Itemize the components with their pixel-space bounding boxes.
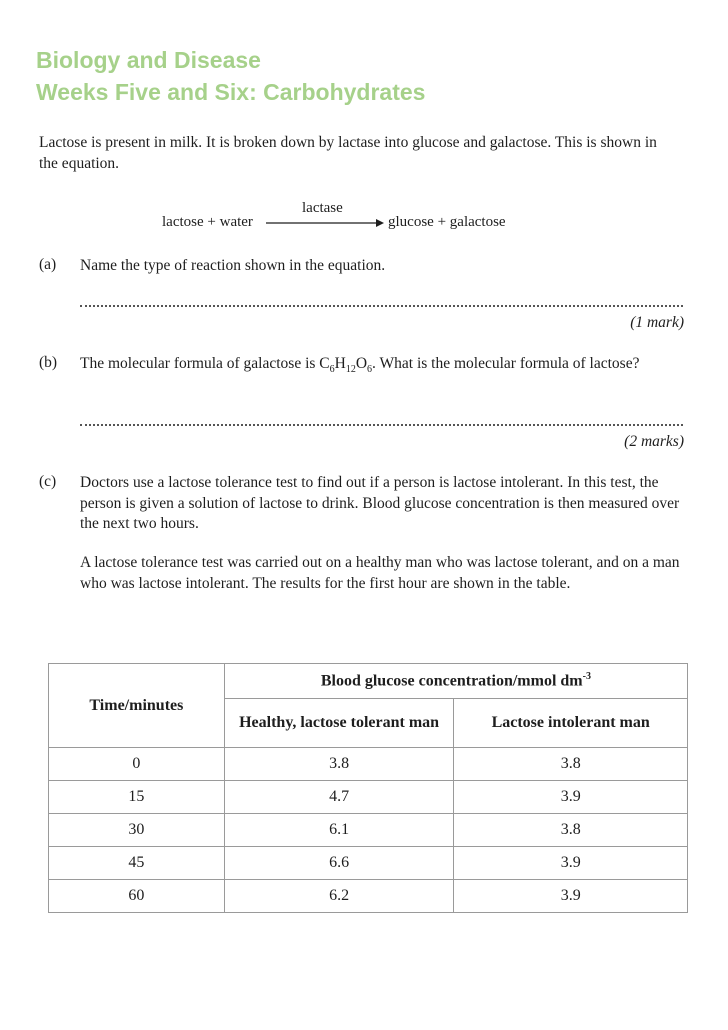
cell-time: 60 (49, 880, 225, 913)
table-row (49, 814, 688, 847)
cell-healthy: 6.6 (224, 847, 454, 880)
question-b-text-start: The molecular formula of galactose is C (80, 355, 330, 372)
column-header-time: Time/minutes (49, 664, 225, 748)
question-b-text (80, 354, 680, 380)
table-row (49, 781, 688, 814)
formula-sub-h: 12 (345, 364, 356, 376)
equation-reactants: lactose + water (162, 214, 253, 230)
question-a-text: Name the type of reaction shown in the equation. (80, 257, 386, 274)
cell-intolerant: 3.9 (454, 847, 688, 880)
question-b-marks: (2 marks) (624, 433, 684, 450)
intro-paragraph: Lactose is present in milk. It is broken down by lactase into glucose and galactose. This is shown in the equation. (39, 134, 657, 172)
results-table (48, 663, 688, 913)
formula-o: O (355, 355, 368, 372)
cell-time: 0 (49, 748, 225, 781)
cell-intolerant: 3.8 (454, 814, 688, 847)
cell-time: 45 (49, 847, 225, 880)
page-header (36, 44, 425, 108)
column-header-intolerant: Lactose intolerant man (454, 699, 688, 748)
question-b-letter: (b) (39, 354, 58, 371)
header-title: Biology and Disease (36, 47, 261, 73)
cell-intolerant: 3.9 (454, 880, 688, 913)
question-a-letter: (a) (39, 256, 57, 273)
reaction-arrow-icon (266, 218, 384, 228)
cell-healthy: 6.2 (224, 880, 454, 913)
cell-healthy: 3.8 (224, 748, 454, 781)
equation-products: glucose + galactose (388, 214, 506, 230)
question-c-letter: (c) (39, 473, 57, 490)
formula-sub-c: 6 (329, 364, 335, 376)
cell-intolerant: 3.9 (454, 781, 688, 814)
column-group-header-text: Blood glucose concentration/mmol dm (320, 672, 583, 690)
cell-healthy: 6.1 (224, 814, 454, 847)
question-b-text-end: . What is the molecular formula of lactose? (372, 355, 640, 372)
unit-superscript: -3 (582, 671, 591, 683)
question-c-paragraph-2: A lactose tolerance test was carried out on a healthy man who was lactose tolerant, and on a man who was lactose intolerant. The results for the first hour are shown in the table. (80, 554, 680, 592)
equation-enzyme: lactase (302, 200, 343, 216)
column-group-header (224, 664, 687, 699)
cell-time: 30 (49, 814, 225, 847)
answer-line-a[interactable] (80, 305, 683, 307)
cell-healthy: 4.7 (224, 781, 454, 814)
formula-h: H (334, 355, 346, 372)
reaction-equation (162, 200, 542, 240)
question-c-paragraph-1: Doctors use a lactose tolerance test to find out if a person is lactose intolerant. In this test, the person is given a solution of lactose to drink. Blood glucose concentration is then measured over the next two hours. (80, 474, 680, 532)
column-header-healthy: Healthy, lactose tolerant man (224, 699, 454, 748)
question-a-marks: (1 mark) (630, 314, 684, 331)
formula-sub-o: 6 (367, 364, 373, 376)
table-row (49, 880, 688, 913)
table-row (49, 847, 688, 880)
header-subtitle: Weeks Five and Six: Carbohydrates (36, 79, 426, 105)
answer-line-b[interactable] (80, 424, 683, 426)
cell-time: 15 (49, 781, 225, 814)
cell-intolerant: 3.8 (454, 748, 688, 781)
table-row (49, 748, 688, 781)
